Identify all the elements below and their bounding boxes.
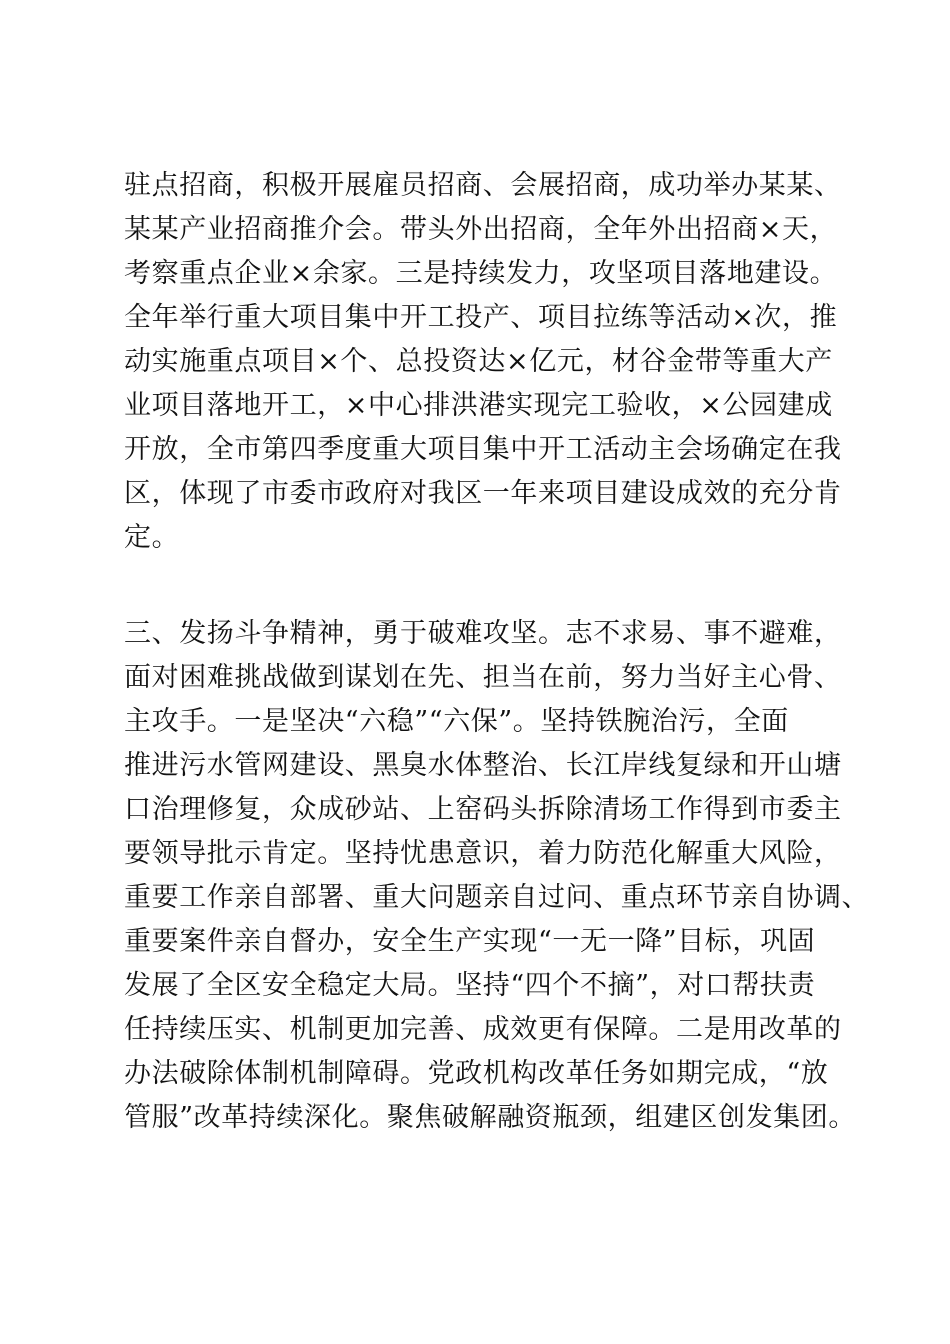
text-line: 办法破除体制机制障碍。党政机构改革任务如期完成，“放 — [124, 1058, 829, 1089]
text-line: 口治理修复，众成砂站、上窑码头拆除清场工作得到市委主 — [124, 794, 842, 825]
body-paragraph-1 — [124, 164, 844, 560]
text-line: 区，体现了市委市政府对我区一年来项目建设成效的充分肯 — [124, 478, 842, 509]
text-line: 任持续压实、机制更加完善、成效更有保障。二是用改革的 — [124, 1014, 842, 1045]
text-line: 全年举行重大项目集中开工投产、项目拉练等活动×次，推 — [124, 302, 838, 333]
text-line: 业项目落地开工，×中心排洪港实现完工验收，×公园建成 — [124, 390, 833, 421]
text-line: 某某产业招商推介会。带头外出招商，全年外出招商×天， — [124, 214, 838, 245]
text-line: 管服”改革持续深化。聚焦破解融资瓶颈，组建区创发集团。 — [124, 1102, 857, 1133]
text-line: 重要案件亲自督办，安全生产实现“一无一降”目标，巩固 — [124, 926, 816, 957]
text-line: 推进污水管网建设、黑臭水体整治、长江岸线复绿和开山塘 — [124, 750, 842, 781]
text-line: 定。 — [124, 522, 180, 553]
text-line: 开放，全市第四季度重大项目集中开工活动主会场确定在我 — [124, 434, 842, 465]
body-paragraph-2 — [124, 612, 870, 1140]
text-line: 考察重点企业×余家。三是持续发力，攻坚项目落地建设。 — [124, 258, 838, 289]
text-line: 主攻手。一是坚决“六稳”“六保”。坚持铁腕治污，全面 — [124, 706, 789, 737]
text-line: 重要工作亲自部署、重大问题亲自过问、重点环节亲自协调、 — [124, 882, 870, 913]
text-line: 驻点招商，积极开展雇员招商、会展招商，成功举办某某、 — [124, 170, 842, 201]
text-line: 面对困难挑战做到谋划在先、担当在前，努力当好主心骨、 — [124, 662, 842, 693]
text-line: 三、发扬斗争精神，勇于破难攻坚。志不求易、事不避难， — [124, 618, 842, 649]
text-line: 动实施重点项目×个、总投资达×亿元，材谷金带等重大产 — [124, 346, 833, 377]
text-line: 发展了全区安全稳定大局。坚持“四个不摘”，对口帮扶责 — [124, 970, 816, 1001]
text-line: 要领导批示肯定。坚持忧患意识，着力防范化解重大风险， — [124, 838, 842, 869]
